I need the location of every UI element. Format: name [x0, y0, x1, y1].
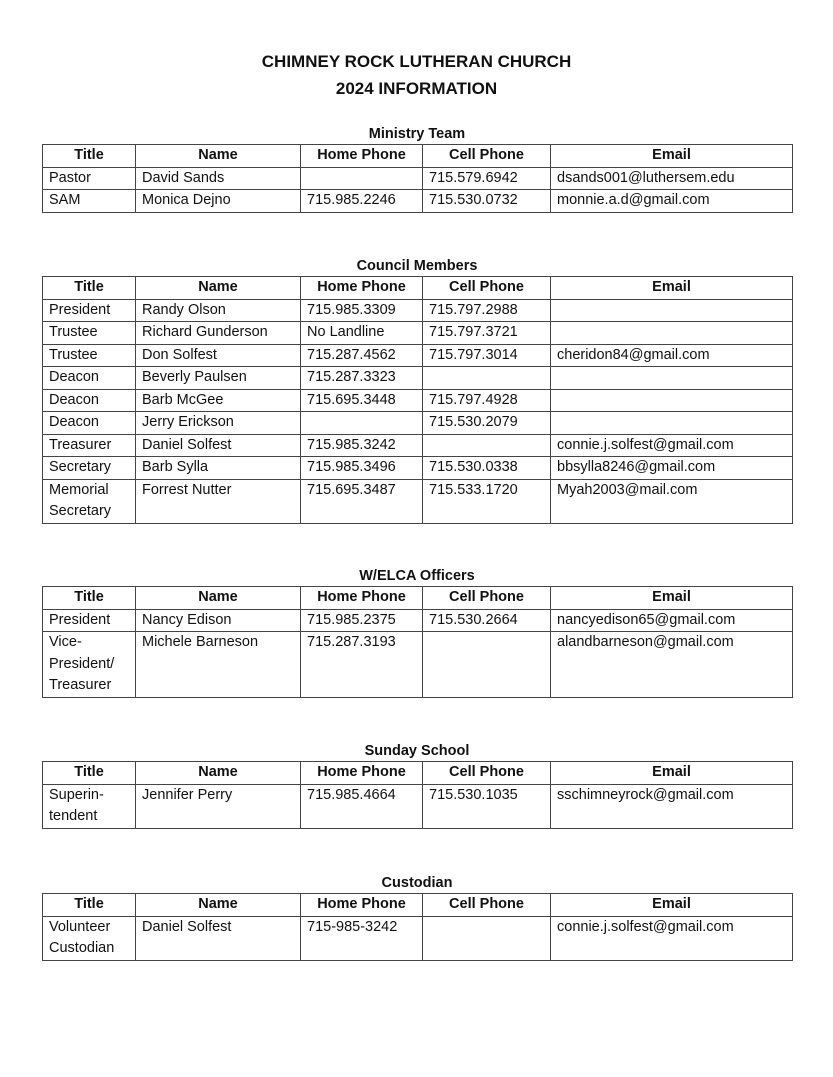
email-header: Email: [551, 894, 793, 917]
home-phone-cell: No Landline: [301, 322, 423, 345]
table-row: [43, 457, 793, 480]
title-cell: President: [43, 299, 136, 322]
home-phone-header: Home Phone: [301, 587, 423, 610]
home-phone-cell: 715.695.3448: [301, 389, 423, 412]
email-cell: sschimneyrock@gmail.com: [551, 784, 793, 828]
section-title: Sunday School: [364, 743, 470, 759]
name-cell: Barb Sylla: [136, 457, 301, 480]
cell-phone-header: Cell Phone: [423, 145, 551, 168]
email-cell: connie.j.solfest@gmail.com: [551, 916, 793, 960]
title-header: Title: [43, 145, 136, 168]
contact-table: [42, 893, 793, 961]
home-phone-cell: 715-985-3242: [301, 916, 423, 960]
email-header: Email: [551, 762, 793, 785]
table-header-row: [43, 894, 793, 917]
section-ministry-team: [42, 124, 792, 213]
table-row: [43, 322, 793, 345]
table-header-row: [43, 277, 793, 300]
table-row: [43, 609, 793, 632]
cell-phone-header: Cell Phone: [423, 762, 551, 785]
email-cell: [551, 299, 793, 322]
section-council-members: [42, 256, 792, 524]
section-sunday-school: [42, 741, 792, 829]
title-cell: Deacon: [43, 389, 136, 412]
cell-phone-header: Cell Phone: [423, 587, 551, 610]
name-cell: Richard Gunderson: [136, 322, 301, 345]
cell-phone-cell: 715.533.1720: [423, 479, 551, 523]
table-header-row: [43, 587, 793, 610]
title-header: Title: [43, 587, 136, 610]
home-phone-cell: 715.287.3323: [301, 367, 423, 390]
name-cell: Michele Barneson: [136, 632, 301, 698]
home-phone-cell: 715.985.2375: [301, 609, 423, 632]
document-title-line-2: 2024 INFORMATION: [335, 79, 498, 98]
cell-phone-cell: [423, 632, 551, 698]
name-header: Name: [136, 277, 301, 300]
email-cell: alandbarneson@gmail.com: [551, 632, 793, 698]
name-cell: David Sands: [136, 167, 301, 190]
name-cell: Jerry Erickson: [136, 412, 301, 435]
title-cell: Secretary: [43, 457, 136, 480]
table-row: [43, 632, 793, 698]
email-header: Email: [551, 587, 793, 610]
home-phone-header: Home Phone: [301, 762, 423, 785]
title-cell: Deacon: [43, 412, 136, 435]
email-cell: Myah2003@mail.com: [551, 479, 793, 523]
home-phone-cell: 715.695.3487: [301, 479, 423, 523]
section-custodian: [42, 873, 792, 961]
home-phone-cell: 715.287.4562: [301, 344, 423, 367]
email-cell: [551, 389, 793, 412]
cell-phone-cell: 715.530.2664: [423, 609, 551, 632]
title-cell: Deacon: [43, 367, 136, 390]
name-cell: Don Solfest: [136, 344, 301, 367]
cell-phone-cell: 715.530.0732: [423, 190, 551, 213]
section-title: Council Members: [356, 258, 478, 274]
title-cell: Volunteer Custodian: [43, 916, 136, 960]
cell-phone-cell: [423, 434, 551, 457]
cell-phone-cell: [423, 916, 551, 960]
home-phone-header: Home Phone: [301, 145, 423, 168]
home-phone-cell: [301, 412, 423, 435]
title-cell: SAM: [43, 190, 136, 213]
table-row: [43, 479, 793, 523]
table-row: [43, 916, 793, 960]
name-cell: Daniel Solfest: [136, 434, 301, 457]
table-row: [43, 434, 793, 457]
name-cell: Nancy Edison: [136, 609, 301, 632]
title-header: Title: [43, 277, 136, 300]
contact-table: [42, 586, 793, 698]
name-cell: Forrest Nutter: [136, 479, 301, 523]
email-header: Email: [551, 277, 793, 300]
email-cell: cheridon84@gmail.com: [551, 344, 793, 367]
title-cell: Pastor: [43, 167, 136, 190]
table-row: [43, 190, 793, 213]
email-cell: bbsylla8246@gmail.com: [551, 457, 793, 480]
home-phone-header: Home Phone: [301, 894, 423, 917]
table-row: [43, 299, 793, 322]
table-row: [43, 389, 793, 412]
cell-phone-header: Cell Phone: [423, 277, 551, 300]
email-cell: [551, 412, 793, 435]
title-cell: President: [43, 609, 136, 632]
name-header: Name: [136, 587, 301, 610]
table-row: [43, 367, 793, 390]
title-header: Title: [43, 762, 136, 785]
name-cell: Jennifer Perry: [136, 784, 301, 828]
contact-table: [42, 144, 793, 213]
email-cell: connie.j.solfest@gmail.com: [551, 434, 793, 457]
name-header: Name: [136, 145, 301, 168]
home-phone-cell: 715.985.3496: [301, 457, 423, 480]
title-cell: Trustee: [43, 344, 136, 367]
table-row: [43, 784, 793, 828]
table-row: [43, 412, 793, 435]
cell-phone-cell: [423, 367, 551, 390]
section-title: Ministry Team: [368, 126, 466, 142]
title-cell: Vice- President/ Treasurer: [43, 632, 136, 698]
email-cell: dsands001@luthersem.edu: [551, 167, 793, 190]
table-row: [43, 167, 793, 190]
section-title: W/ELCA Officers: [359, 568, 475, 584]
title-cell: Trustee: [43, 322, 136, 345]
name-cell: Barb McGee: [136, 389, 301, 412]
table-header-row: [43, 762, 793, 785]
home-phone-cell: [301, 167, 423, 190]
name-cell: Daniel Solfest: [136, 916, 301, 960]
home-phone-cell: 715.985.2246: [301, 190, 423, 213]
cell-phone-cell: 715.797.4928: [423, 389, 551, 412]
home-phone-cell: 715.985.3242: [301, 434, 423, 457]
contact-table: [42, 761, 793, 829]
home-phone-cell: 715.287.3193: [301, 632, 423, 698]
table-header-row: [43, 145, 793, 168]
table-row: [43, 344, 793, 367]
name-cell: Randy Olson: [136, 299, 301, 322]
home-phone-header: Home Phone: [301, 277, 423, 300]
email-cell: nancyedison65@gmail.com: [551, 609, 793, 632]
cell-phone-cell: 715.797.3014: [423, 344, 551, 367]
name-header: Name: [136, 762, 301, 785]
email-cell: [551, 322, 793, 345]
contact-table: [42, 276, 793, 524]
section-w-elca-officers: [42, 566, 792, 698]
section-title: Custodian: [381, 875, 453, 891]
document-title-line-1: CHIMNEY ROCK LUTHERAN CHURCH: [261, 52, 572, 71]
cell-phone-cell: 715.530.2079: [423, 412, 551, 435]
email-cell: [551, 367, 793, 390]
title-cell: Superin- tendent: [43, 784, 136, 828]
home-phone-cell: 715.985.4664: [301, 784, 423, 828]
cell-phone-header: Cell Phone: [423, 894, 551, 917]
name-cell: Beverly Paulsen: [136, 367, 301, 390]
cell-phone-cell: 715.797.3721: [423, 322, 551, 345]
email-cell: monnie.a.d@gmail.com: [551, 190, 793, 213]
cell-phone-cell: 715.530.1035: [423, 784, 551, 828]
title-cell: Memorial Secretary: [43, 479, 136, 523]
title-header: Title: [43, 894, 136, 917]
cell-phone-cell: 715.797.2988: [423, 299, 551, 322]
title-cell: Treasurer: [43, 434, 136, 457]
cell-phone-cell: 715.530.0338: [423, 457, 551, 480]
name-cell: Monica Dejno: [136, 190, 301, 213]
email-header: Email: [551, 145, 793, 168]
cell-phone-cell: 715.579.6942: [423, 167, 551, 190]
name-header: Name: [136, 894, 301, 917]
home-phone-cell: 715.985.3309: [301, 299, 423, 322]
